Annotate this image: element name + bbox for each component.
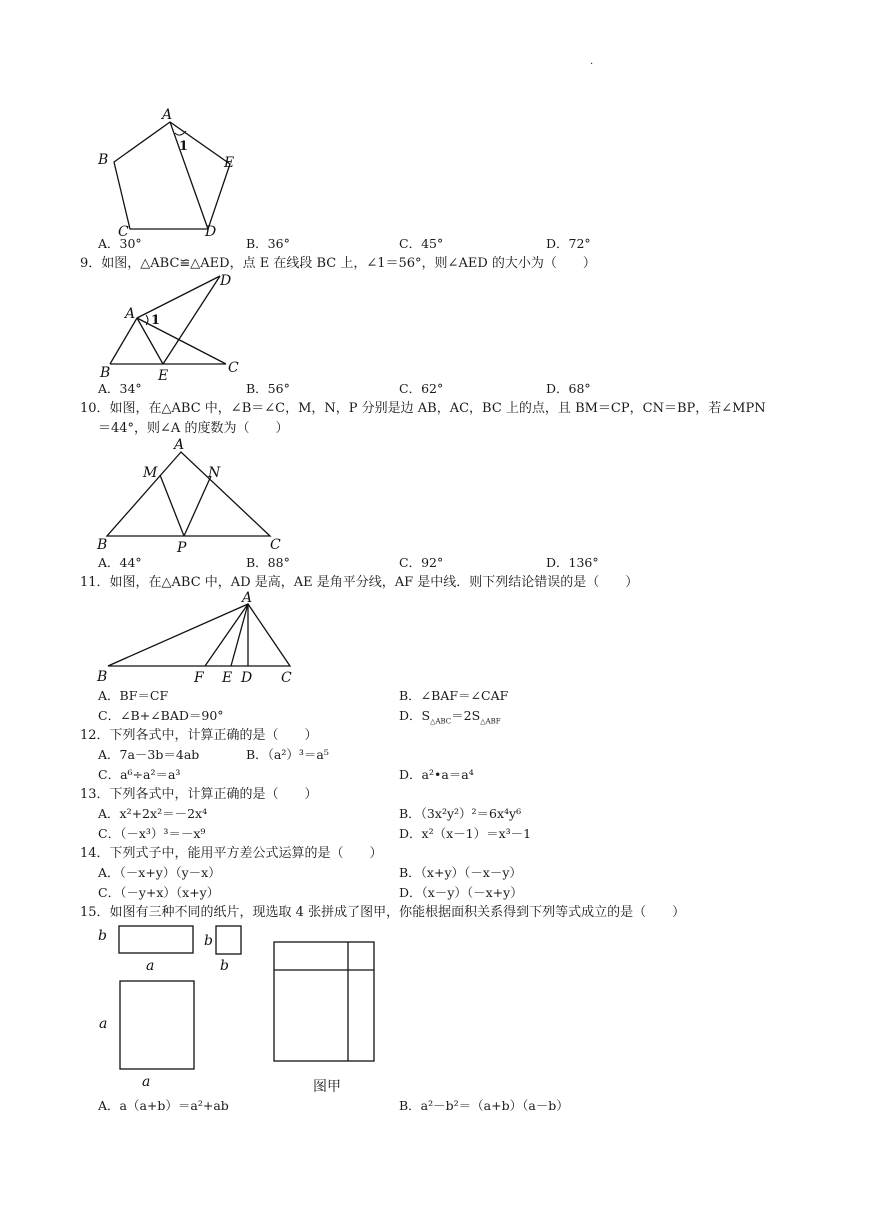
q12-option-c[interactable]: C．a⁶÷a²＝a³: [98, 767, 181, 782]
q8-label-d: D: [205, 224, 217, 240]
q8-label-e: E: [224, 155, 235, 171]
q9-option-c[interactable]: C．62°: [399, 381, 444, 396]
header-dot: .: [590, 56, 594, 67]
q15-option-a[interactable]: A．a（a+b）＝a²+ab: [98, 1098, 229, 1113]
q12-option-b[interactable]: B．（a²）³＝a⁵: [246, 747, 329, 762]
q8-option-b[interactable]: B．36°: [246, 236, 290, 251]
q9-option-b[interactable]: B．56°: [246, 381, 290, 396]
q10-label-b: B: [97, 537, 108, 553]
q15-label-a2: a: [99, 1016, 108, 1032]
q9-label-d: D: [220, 273, 232, 289]
q15-label-b2: b: [204, 933, 213, 949]
q15-rect-ab: [119, 926, 193, 953]
q11-label-a: A: [242, 590, 253, 606]
q13-option-c[interactable]: C．（－x³）³＝－x⁹: [98, 826, 206, 841]
q8-option-a[interactable]: A．30°: [98, 236, 142, 251]
q9-option-d[interactable]: D．68°: [546, 381, 591, 396]
q10-label-m: M: [143, 465, 158, 481]
q15-label-a3: a: [142, 1074, 151, 1090]
q8-option-c[interactable]: C．45°: [399, 236, 444, 251]
q12-question-text: 12．下列各式中，计算正确的是（ ）: [80, 728, 318, 743]
q15-question-text: 15．如图有三种不同的纸片，现选取 4 张拼成了图甲，你能根据面积关系得到下列等式成立的是（ ）: [80, 905, 686, 920]
q8-option-d[interactable]: D．72°: [546, 236, 591, 251]
q15-option-b[interactable]: B．a²－b²＝（a+b）（a－b）: [399, 1098, 569, 1113]
q9-label-e: E: [158, 368, 169, 384]
q8-label-b: B: [98, 152, 109, 168]
q11-label-c: C: [281, 670, 292, 686]
q14-option-a[interactable]: A．（－x+y）（y－x）: [98, 865, 221, 880]
q11-option-a[interactable]: A．BF＝CF: [98, 688, 169, 703]
q13-option-d[interactable]: D．x²（x－1）＝x³－1: [399, 826, 532, 841]
q11-option-d[interactable]: D．$S_{\triangle ABC}=2S_{\triangle ABF}$: [399, 708, 501, 726]
q9-option-a[interactable]: A．34°: [98, 381, 142, 396]
q14-option-d[interactable]: D．（x－y）（－x+y）: [399, 885, 523, 900]
q11-label-d: D: [241, 670, 253, 686]
q10-label-a: A: [174, 437, 185, 453]
q11-option-c[interactable]: C．∠B+∠BAD＝90°: [98, 708, 224, 723]
q10-question-text-line2: ＝44°，则∠A 的度数为（ ）: [98, 421, 289, 436]
q13-option-b[interactable]: B．（3x²y²）²＝6x⁴y⁶: [399, 806, 522, 821]
q15-figure-jia: [274, 942, 374, 1061]
q12-option-a[interactable]: A．7a－3b＝4ab: [98, 747, 200, 762]
q10-question-text-line1: 10．如图，在△ABC 中，∠B＝∠C，M，N，P 分别是边 AB，AC，BC 上的点，且 BM＝CP，CN＝BP，若∠MPN: [80, 401, 766, 416]
q9-label-a: A: [125, 306, 136, 322]
q15-label-b1: b: [98, 928, 107, 944]
q15-square-a: [120, 981, 194, 1069]
q15-label-a1: a: [146, 958, 155, 974]
q10-option-b[interactable]: B．88°: [246, 555, 290, 570]
q11-label-f: F: [194, 670, 204, 686]
q8-angle-label: 1: [179, 139, 189, 154]
q10-label-n: N: [208, 465, 221, 481]
q10-label-c: C: [270, 537, 281, 553]
q14-question-text: 14．下列式子中，能用平方差公式运算的是（ ）: [80, 846, 383, 861]
q11-label-b: B: [97, 669, 108, 685]
q13-option-a[interactable]: A．x²+2x²＝－2x⁴: [98, 806, 208, 821]
q10-option-d[interactable]: D．136°: [546, 555, 599, 570]
q9-label-b: B: [100, 365, 111, 381]
q12-option-d[interactable]: D．a²•a＝a⁴: [399, 767, 474, 782]
q10-option-a[interactable]: A．44°: [98, 555, 142, 570]
q11-question-text: 11．如图，在△ABC 中，AD 是高，AE 是角平分线，AF 是中线．则下列结论错误的是（ ）: [80, 575, 639, 590]
q14-option-c[interactable]: C．（－y+x）（x+y）: [98, 885, 220, 900]
q15-square-b: [216, 926, 241, 954]
q8-label-a: A: [162, 107, 173, 123]
q14-option-b[interactable]: B．（x+y）（－x－y）: [399, 865, 522, 880]
q11-label-e: E: [222, 670, 233, 686]
q10-option-c[interactable]: C．92°: [399, 555, 444, 570]
q10-label-p: P: [177, 540, 187, 556]
q9-label-c: C: [228, 360, 239, 376]
q9-question-text: 9．如图，△ABC≌△AED，点 E 在线段 BC 上，∠1＝56°，则∠AED 的大小为（ ）: [80, 256, 596, 271]
q9-angle-label: 1: [151, 313, 161, 328]
q15-figure-caption: 图甲: [313, 1079, 341, 1095]
q15-label-b3: b: [220, 958, 229, 974]
q13-question-text: 13．下列各式中，计算正确的是（ ）: [80, 787, 318, 802]
q8-label-c: C: [118, 224, 129, 240]
q11-option-b[interactable]: B．∠BAF＝∠CAF: [399, 688, 509, 703]
